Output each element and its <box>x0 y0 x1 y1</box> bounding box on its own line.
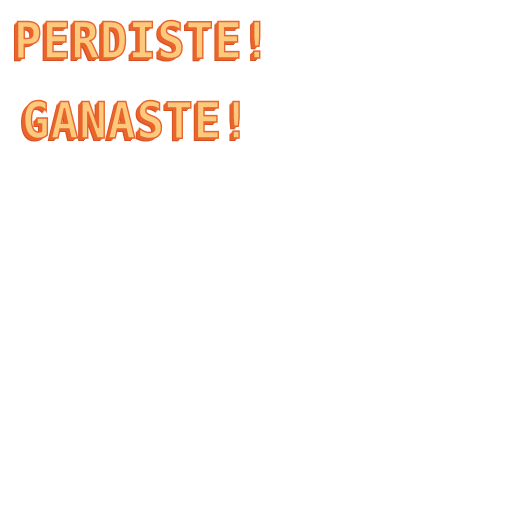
win-banner: GANASTE! <box>22 92 251 150</box>
blank-canvas-area <box>0 170 512 512</box>
lose-banner: PERDISTE! <box>14 12 272 70</box>
